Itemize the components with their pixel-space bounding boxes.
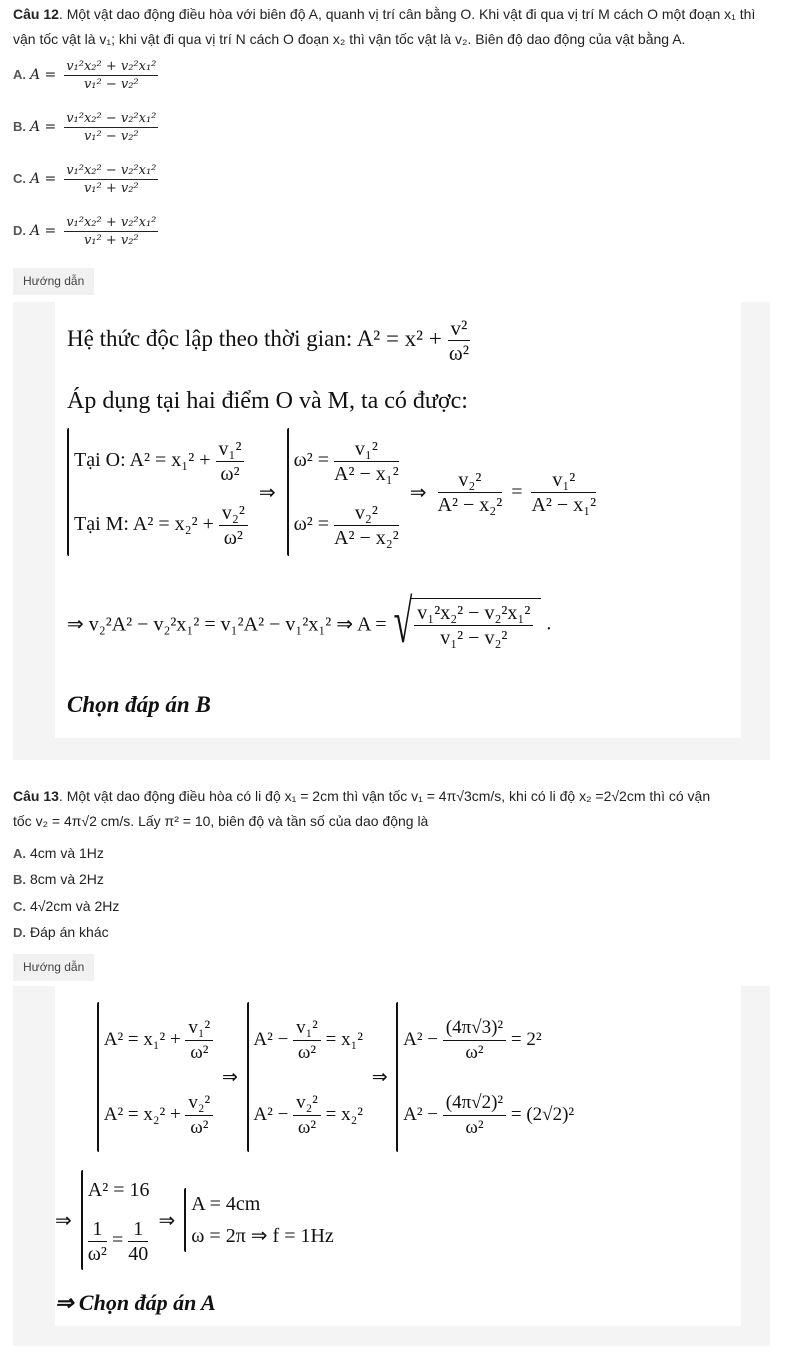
fraction-denominator: A² − x₂² [334, 526, 399, 549]
implies-arrow: ⇒ [258, 481, 276, 504]
row-fraction [334, 437, 399, 486]
row-text: = (2√2)² [510, 1104, 575, 1125]
sqrt-sign: √ [393, 589, 413, 657]
question-13-line-1: . Một vật dao động điều hòa có li độ x₁ = 2cm thì vận tốc v₁ = 4π√3cm/s, khi có li độ x₂ =2√2cm thì có vận [58, 788, 711, 804]
guide-button-13[interactable]: Hướng dẫn [13, 954, 94, 981]
row-fraction [293, 1091, 321, 1140]
fraction-numerator: v₁²x₂² + v₂²x₁² [66, 215, 157, 230]
relation-text: Hệ thức độc lập theo thời gian: A² = x² + [67, 325, 442, 351]
system-1-rows [74, 428, 248, 556]
system-a-row-1 [104, 1002, 214, 1077]
solution-12-panel [13, 302, 770, 760]
option-12-a[interactable] [13, 58, 158, 93]
option-letter: A. [13, 846, 26, 861]
solution-12-image [55, 302, 741, 738]
system-2-rows [294, 428, 399, 556]
fraction-numerator: v₁² [531, 468, 596, 493]
row-text: A² − [403, 1029, 438, 1050]
option-13-b[interactable] [13, 871, 104, 887]
left-brace [184, 1188, 186, 1252]
fraction-denominator: ω² [190, 1042, 209, 1064]
fraction-denominator: v₁² + v₂² [83, 233, 139, 248]
fraction-denominator: v₁² − v₂² [83, 77, 139, 92]
fraction-numerator: v₁² [334, 437, 399, 462]
option-12-c[interactable] [13, 162, 158, 197]
left-brace [97, 1002, 99, 1152]
fraction-numerator: (4π√3)² [443, 1016, 506, 1041]
left-brace [396, 1002, 398, 1152]
fraction-denominator: ω² [87, 1242, 107, 1265]
row-text: Tại M: A² = x₂² + [74, 513, 214, 535]
system-e-row-2: ω = 2π ⇒ f = 1Hz [191, 1225, 334, 1247]
fraction-denominator: A² − x₂² [437, 493, 503, 516]
solution-13-image [55, 986, 741, 1326]
system-c-row-1 [403, 1002, 574, 1077]
fraction-denominator: ω² [190, 1117, 209, 1139]
row-text: = 2² [510, 1029, 542, 1050]
question-13-number: Câu 13 [13, 788, 59, 804]
result-fraction-right [531, 468, 596, 517]
system-b-row-1 [253, 1002, 363, 1077]
option-12-b[interactable] [13, 110, 158, 145]
system-a-row-2 [104, 1077, 214, 1152]
solution-12-line-1 [67, 316, 470, 365]
fraction-numerator: v₂² [185, 1091, 213, 1116]
fraction-denominator: A² − x₁² [531, 493, 597, 516]
row-fraction [88, 1217, 107, 1266]
fraction-numerator: 1 [128, 1217, 148, 1242]
option-13-d[interactable] [13, 924, 109, 940]
row-text: = x₁² [325, 1029, 363, 1050]
implies-arrow: ⇒ [371, 1066, 388, 1088]
result-fraction-left [438, 468, 503, 517]
question-13-text [13, 784, 780, 834]
fraction-numerator: v₁² [185, 1016, 213, 1041]
row-text: A² = x₁² + [103, 1029, 181, 1050]
row-fraction [185, 1016, 213, 1065]
left-brace [287, 428, 289, 556]
option-fraction [64, 110, 158, 145]
implies-arrow: ⇒ [409, 481, 427, 504]
solution-13-panel [13, 986, 770, 1346]
option-lhs: A = [30, 171, 57, 188]
row-text: A² − [253, 1029, 289, 1050]
fraction-numerator: v₁²x₂² + v₂²x₁² [66, 59, 157, 74]
system-b [253, 1002, 363, 1152]
row-text: A² − [253, 1104, 289, 1125]
option-lhs: A = [30, 223, 57, 240]
fraction-denominator: ω² [223, 526, 243, 549]
fraction-numerator: 1 [88, 1217, 107, 1242]
left-brace [247, 1002, 249, 1152]
fraction-numerator: v₂² [438, 468, 503, 493]
fraction-denominator: A² − x₁² [334, 462, 399, 485]
system-d [88, 1170, 150, 1270]
solution-13-result [55, 1170, 334, 1270]
system-d-row-2 [88, 1210, 150, 1270]
system-2-row-1 [294, 428, 399, 492]
system-b-row-2 [253, 1077, 363, 1152]
fraction-numerator: v₁² [293, 1016, 321, 1041]
solution-12-line-2: Áp dụng tại hai điểm O và M, ta có được: [67, 388, 468, 414]
implies-arrow: ⇒ [222, 1066, 238, 1088]
option-letter: B. [13, 119, 26, 135]
row-fraction [443, 1091, 506, 1140]
fraction-denominator: ω² [220, 462, 240, 485]
implies-arrow: ⇒ [158, 1209, 176, 1232]
fraction-numerator: v₂² [293, 1091, 321, 1116]
row-text: ω² = [293, 513, 330, 535]
fraction-denominator: 40 [128, 1242, 149, 1265]
option-lhs: A = [30, 67, 57, 84]
option-letter: B. [13, 872, 26, 887]
fraction-numerator: v₂² [334, 501, 399, 526]
question-12-text [13, 2, 780, 52]
fraction-numerator: (4π√2)² [443, 1091, 506, 1116]
period: . [546, 612, 552, 635]
left-brace [81, 1170, 83, 1270]
row-fraction [293, 1016, 321, 1065]
row-text: Tại O: A² = x₁² + [74, 449, 211, 471]
row-text: A² = x₂² + [103, 1104, 181, 1125]
option-text: 4√2cm và 2Hz [30, 898, 120, 914]
fraction-numerator: v₁²x₂² − v₂²x₁² [66, 163, 157, 178]
system-d-row-1: A² = 16 [87, 1179, 150, 1201]
system-c [403, 1002, 574, 1152]
question-13-line-2: tốc v₂ = 4π√2 cm/s. Lấy π² = 10, biên độ và tần số của dao động là [13, 813, 429, 829]
option-letter: C. [13, 899, 26, 914]
option-text: Đáp án khác [30, 924, 109, 940]
row-fraction [128, 1217, 148, 1266]
system-2-row-2 [294, 492, 399, 556]
question-12-number: Câu 12 [13, 6, 59, 22]
row-fraction [185, 1091, 213, 1140]
fraction-numerator: v₁²x₂² − v₂²x₁² [66, 111, 157, 126]
fraction-denominator: v₁² − v₂² [440, 627, 508, 649]
option-fraction [64, 58, 158, 93]
guide-button-12[interactable]: Hướng dẫn [13, 268, 94, 295]
row-fraction [216, 437, 245, 486]
solution-12-line-4 [67, 589, 552, 657]
row-fraction [334, 501, 399, 550]
fraction-numerator: v² [448, 316, 471, 341]
system-e-row-1: A = 4cm [191, 1193, 261, 1215]
equals-sign: = [511, 480, 523, 503]
system-c-row-2 [403, 1077, 574, 1152]
fraction-denominator: ω² [465, 1042, 484, 1064]
option-fraction [64, 162, 158, 197]
question-12-body: . Một vật dao động điều hòa với biên độ A, quanh vị trí cân bằng O. Khi vật đi qua vị trí M cách O một đoạn x₁ thì vận tốc vật là v₁; khi vật đi qua vị trí N cách O đoạn x₂ thì vận tốc vật là v₂. Biên độ dao động của vật bằng A. [13, 6, 756, 47]
option-letter: C. [13, 171, 26, 187]
fraction-denominator: v₁² − v₂² [83, 129, 139, 144]
option-fraction [64, 214, 158, 249]
fraction-denominator: ω² [465, 1117, 484, 1139]
option-13-a[interactable] [13, 845, 104, 861]
option-text: 8cm và 2Hz [30, 871, 104, 887]
fraction-denominator: v₁² + v₂² [83, 181, 139, 196]
implies-arrow: ⇒ [55, 1209, 72, 1232]
left-brace [67, 428, 69, 556]
relation-fraction [448, 316, 471, 365]
row-text: = x₂² [325, 1104, 363, 1125]
option-text: 4cm và 1Hz [30, 845, 104, 861]
solution-12-system [67, 428, 596, 556]
system-e [191, 1188, 334, 1252]
option-letter: D. [13, 925, 26, 940]
row-fraction [219, 501, 248, 550]
fraction-denominator: ω² [448, 341, 469, 365]
option-letter: D. [13, 223, 26, 239]
option-letter: A. [13, 67, 26, 83]
system-1-row-1 [74, 428, 248, 492]
equals-sign: = [111, 1229, 124, 1251]
row-fraction [443, 1016, 506, 1065]
system-a [104, 1002, 214, 1152]
fraction-numerator: v₁² [216, 437, 245, 462]
derivation-text: ⇒ v₂²A² − v₂²x₁² = v₁²A² − v₁²x₁² ⇒ A = [67, 613, 387, 636]
solution-12-answer: Chọn đáp án B [67, 692, 211, 717]
fraction-denominator: ω² [297, 1042, 317, 1064]
solution-13-answer: ⇒ Chọn đáp án A [55, 1290, 216, 1315]
fraction-numerator: v₁²x₂² − v₂²x₁² [414, 601, 533, 626]
option-lhs: A = [30, 119, 57, 136]
sqrt-fraction [410, 598, 541, 650]
row-text: A² − [403, 1104, 438, 1125]
row-text: ω² = [293, 449, 330, 471]
option-12-d[interactable] [13, 214, 158, 249]
option-13-c[interactable] [13, 898, 119, 914]
solution-13-systems [97, 1002, 574, 1152]
fraction-denominator: ω² [297, 1117, 317, 1139]
system-1-row-2 [74, 492, 248, 556]
fraction-numerator: v₂² [219, 501, 248, 526]
